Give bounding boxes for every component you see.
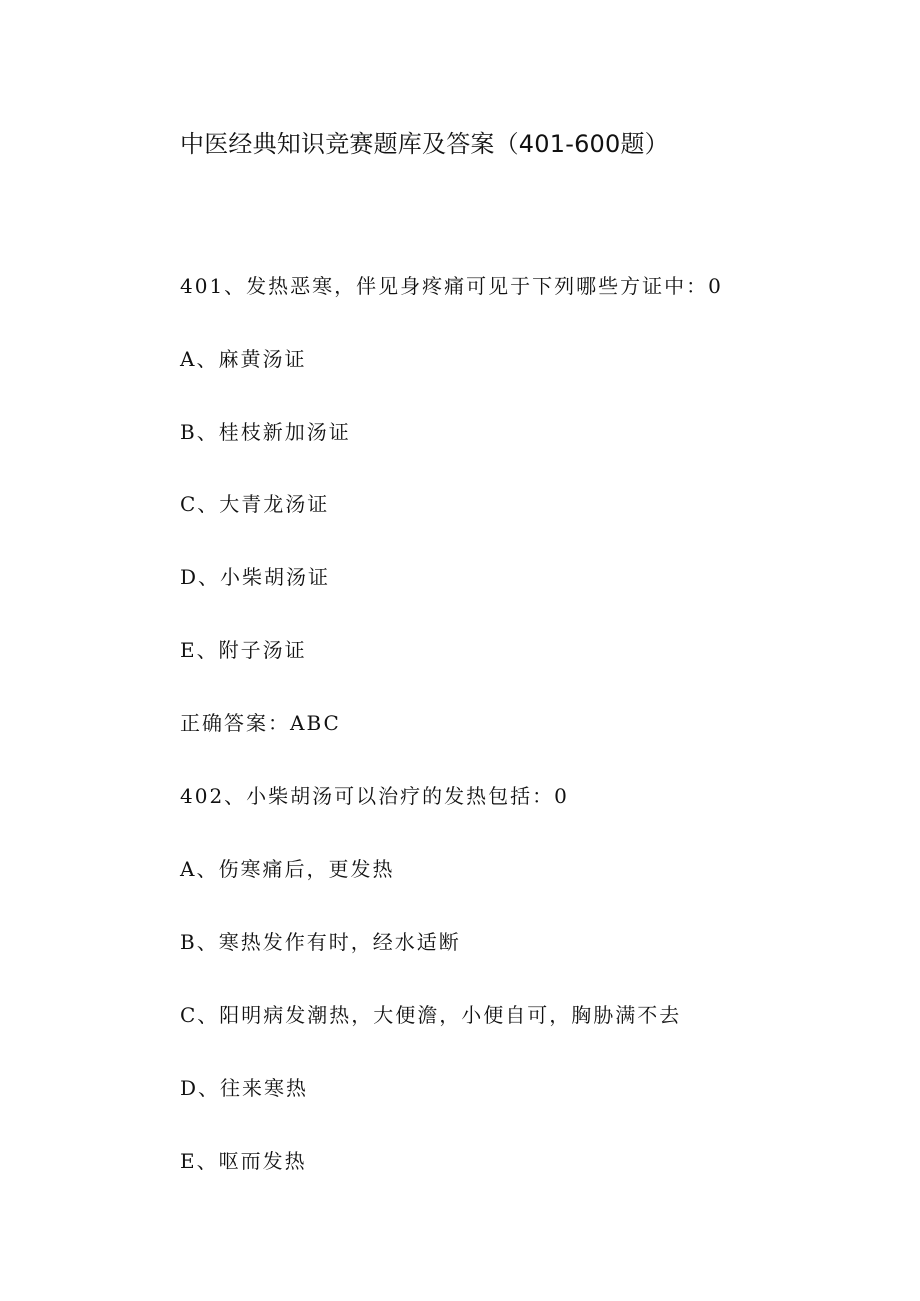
question-401-answer: 正确答案：ABC [180,711,341,735]
question-402-option-c: C、阳明病发潮热，大便澹，小便自可，胸胁满不去 [180,1003,682,1027]
question-401-option-d: D、小柴胡汤证 [180,565,331,589]
question-401-stem: 401、发热恶寒，伴见身疼痛可见于下列哪些方证中：0 [180,274,723,298]
question-402-option-d: D、往来寒热 [180,1076,309,1100]
question-401-option-a: A、麻黄汤证 [180,347,307,371]
document-title: 中医经典知识竞赛题库及答案（401-600题） [180,130,669,158]
question-402-option-e: E、呕而发热 [180,1149,307,1173]
question-401-option-e: E、附子汤证 [180,638,307,662]
question-402-option-b: B、寒热发作有时，经水适断 [180,930,461,954]
question-402-stem: 402、小柴胡汤可以治疗的发热包括：0 [180,784,569,808]
question-402-option-a: A、伤寒痛后，更发热 [180,857,395,881]
question-401-option-c: C、大青龙汤证 [180,492,330,516]
question-401-option-b: B、桂枝新加汤证 [180,420,351,444]
